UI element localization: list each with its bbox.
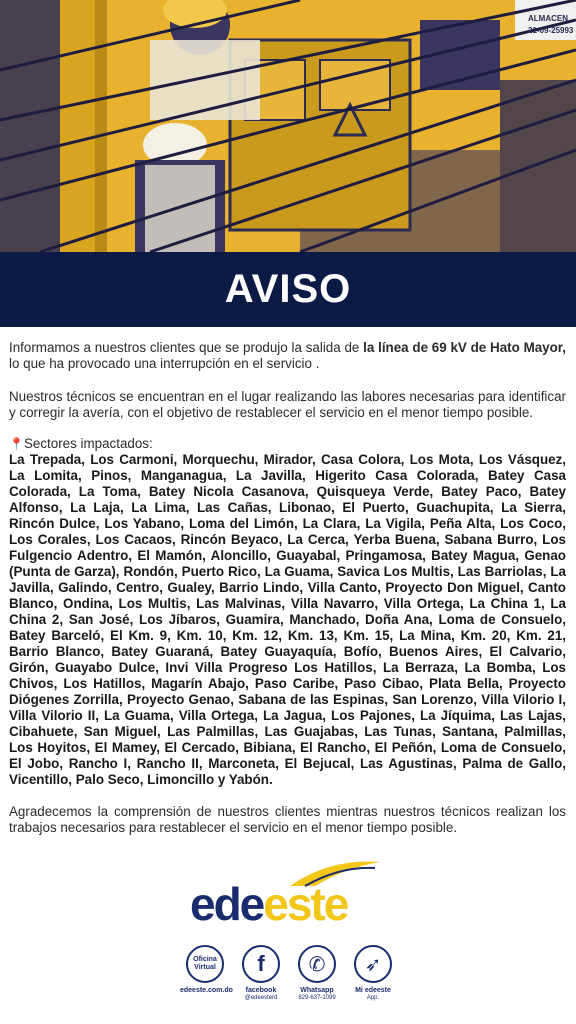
intro-paragraph: Informamos a nuestros clientes que se produjo la salida de la línea de 69 kV de Hato Mayor, lo que ha provocado una interrupción en el servicio . xyxy=(9,340,566,371)
sectors-heading: 📍Sectores impactados: xyxy=(9,436,153,451)
oficina-virtual-link[interactable]: Oficina Virtual edeeste.com.do xyxy=(180,945,230,995)
technicians-paragraph: Nuestros técnicos se encuentran en el lugar realizando las labores necesarias para identificar y corregir la avería, con el objetivo de restablecer el servicio en el menor tiempo posible. xyxy=(9,389,566,420)
edeeste-logo: edeeste xyxy=(190,858,390,938)
sign-text: ALMACEN xyxy=(528,14,568,23)
app-icon: ➶ xyxy=(354,945,392,983)
social-icons xyxy=(180,945,400,1015)
hero-photo xyxy=(0,0,576,252)
facebook-icon: f xyxy=(242,945,280,983)
sign-number: 21-09-25993 xyxy=(528,26,574,35)
sectors-list: La Trepada, Los Carmoni, Morquechu, Mirador, Casa Colora, Los Mota, Los Vásquez, La Lomita, Pinos, Manganagua, La Javilla, Higerito Casa Colorada, Batey Casa Colorada, La Toma, Batey Nicola Casanova, Quisqueya Verde, Batey Paco, Batey Alfonso, La Laja, La Lima, Las Cañas, Libonao, El Puerto, Guachupita, La Sierra, Rincón Dulce, Los Yabano, Loma del Limón, La Clara, La Vigila, Peña Alta, Los Coco, Los Corales, Los Cacaos, Rincón Beyaco, La Cerca, Yerba Buena, Sabana Burro, Los Fulgencio Adentro, El Mamón, Aloncillo, Guayabal, Pringamosa, Batey Magua, Genao (Punta de Garza), Rondón, Puerto Rico, La Guama, Savica Los Multis, Las Barriolas, La Javilla, Galindo, Centro, Gualey, Barrio Lindo, Villa Canto, Proyecto Don Miguel, Canto Blanco, Ondina, Los Multis, Las Malvinas, Villa Navarro, Villa Ortega, La China 1, La China 2, San José, Los Jíbaros, Guamira, Manchado, Doña Ana, Loma de Consuelo, Batey Barceló, El Km. 9, Km. 10, Km. 12, Km. 13, Km. 15, La Mina, Km. 20, Km. 21, Barrio Blanco, Batey Guaraná, Batey Guayaquía, Bofío, Buenos Aires, El Calvario, Girón, Guayabo Dulce, Invi Villa Progreso Los Hatillos, La Berraza, La Bomba, Los Chivos, Los Hatillos, Magarín Abajo, Paso Caribe, Paso Cibao, Plata Bella, Proyecto Diógenes Zorrilla, Proyecto Genao, Sabana de las Espinas, San Lorenzo, Villa Vilorio I, Villa Vilorio II, La Guama, Villa Ortega, La Jagua, Los Pajones, La Jíquima, Las Lajas, Cibahuete, San Miguel, Las Palmillas, Las Guajabas, Las Tunas, Santana, Palmillas, Los Hoyitos, El Mamey, El Cercado, Bibiana, El Rancho, El Peñón, Loma de Consuelo, El Jobo, Rancho I, Rancho II, Marconeta, El Bejucal, Las Agustinas, Palma de Gallo, Vicentillo, Palo Seco, Limoncillo y Yabón. xyxy=(9,452,566,787)
whatsapp-icon: ✆ xyxy=(298,945,336,983)
facebook-link[interactable]: f facebook @edeesterd xyxy=(236,945,286,1002)
oficina-virtual-icon: Oficina Virtual xyxy=(186,945,224,983)
hero-illustration xyxy=(0,0,576,252)
title-band xyxy=(0,252,576,327)
app-link[interactable]: ➶ Mi edeeste App. xyxy=(348,945,398,1002)
thanks-paragraph: Agradecemos la comprensión de nuestros clientes mientras nuestros técnicos realizan los trabajos necesarios para restablecer el servicio en el menor tiempo posible. xyxy=(9,804,566,835)
whatsapp-link[interactable]: ✆ Whatsapp 829-637-1099 xyxy=(292,945,342,1002)
line-name: la línea de 69 kV de Hato Mayor, xyxy=(363,340,566,355)
notice-body xyxy=(9,340,566,836)
pin-icon: 📍 xyxy=(9,437,24,451)
page-title: AVISO xyxy=(224,267,352,311)
